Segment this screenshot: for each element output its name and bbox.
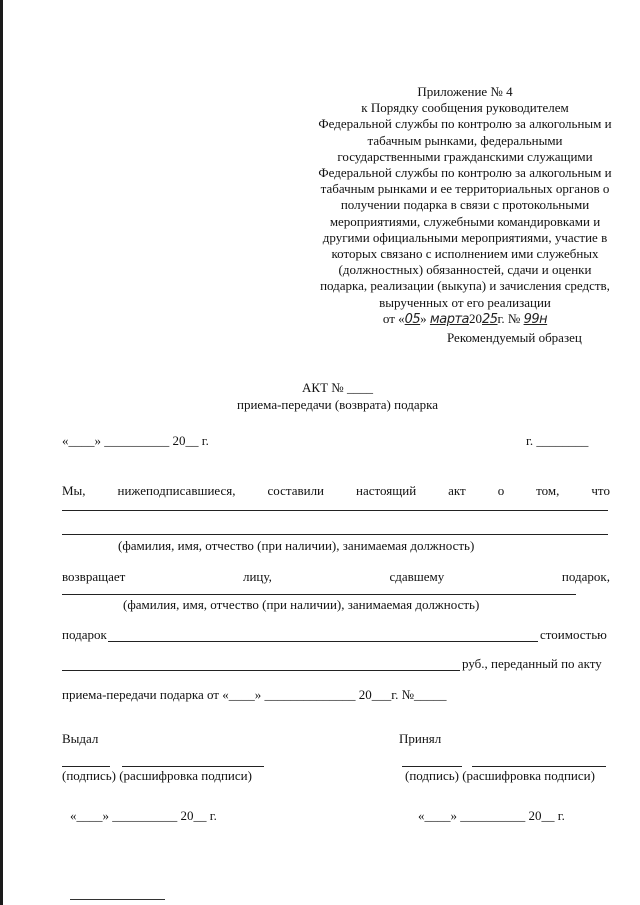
rub-label: руб., переданный по акту: [462, 656, 602, 671]
accepted-signature-caption: (подпись) (расшифровка подписи): [405, 768, 595, 783]
accepted-date: «____» __________ 20__ г.: [418, 808, 565, 823]
appendix-line: к Порядку сообщения руководителем: [361, 100, 569, 116]
appendix-header: [300, 84, 630, 328]
fill-line[interactable]: [62, 594, 576, 595]
act-city: г. ________: [526, 433, 589, 448]
return-word: возвращает: [62, 569, 126, 584]
issued-decode-line[interactable]: [122, 766, 264, 767]
caption-fio-2: (фамилия, имя, отчество (при наличии), занимаемая должность): [123, 597, 480, 612]
handwritten-number: 99н: [523, 311, 548, 327]
gift-fill-line[interactable]: [108, 641, 538, 642]
appendix-line: Федеральной службы по контролю за алкогольным и: [318, 116, 612, 132]
appendix-line: подарка, реализации (выкупа) и зачисления средств,: [320, 278, 610, 294]
appendix-date-line: [300, 311, 630, 328]
date-mid: »: [420, 310, 427, 326]
transfer-line: приема-передачи подарка от «____» ______________ 20___г. №_____: [62, 687, 447, 702]
act-date: «____» __________ 20__ г.: [62, 433, 209, 448]
statement-row: [62, 483, 610, 499]
amount-fill-line[interactable]: [62, 670, 460, 671]
appendix-line: Приложение № 4: [417, 84, 513, 99]
handwritten-year: 25: [482, 311, 498, 327]
act-subtitle: приема-передачи (возврата) подарка: [237, 397, 438, 412]
fill-line[interactable]: [62, 510, 608, 511]
accepted-signature-line[interactable]: [402, 766, 462, 767]
footnote-rule: [70, 899, 165, 900]
return-word: сдавшему: [389, 569, 445, 584]
handwritten-month: марта: [429, 311, 469, 327]
issued-label: Выдал: [62, 731, 99, 746]
scan-edge: [0, 0, 3, 905]
cost-label: стоимостью: [540, 627, 607, 642]
fill-line[interactable]: [62, 534, 608, 535]
return-word: лицу,: [242, 569, 272, 584]
statement-word: о: [497, 483, 505, 498]
date-suffix: г. №: [497, 310, 521, 326]
date-prefix: от «: [382, 310, 405, 326]
statement-word: настоящий: [355, 483, 417, 498]
statement-word: нижеподписавшиеся,: [117, 483, 236, 498]
sample-label: Рекомендуемый образец: [447, 330, 582, 345]
appendix-line: табачным рынками, федеральными: [367, 132, 563, 148]
issued-signature-caption: (подпись) (расшифровка подписи): [62, 768, 252, 783]
accepted-decode-line[interactable]: [472, 766, 606, 767]
statement-word: том,: [536, 483, 560, 498]
appendix-line: получении подарка в связи с протокольными: [340, 197, 590, 213]
statement-word: что: [591, 483, 610, 498]
appendix-line: государственными гражданскими служащими: [337, 148, 593, 164]
accepted-label: Принял: [399, 731, 442, 746]
statement-word: Мы,: [62, 483, 86, 498]
appendix-line: которых связано с исполнением ими служебных: [331, 246, 599, 262]
appendix-line: вырученных от его реализации: [379, 294, 551, 310]
issued-date: «____» __________ 20__ г.: [70, 808, 217, 823]
caption-fio-1: (фамилия, имя, отчество (при наличии), занимаемая должность): [118, 538, 475, 553]
return-row: [62, 569, 610, 585]
appendix-line: (должностных) обязанностей, сдачи и оценки: [338, 262, 592, 278]
return-word: подарок,: [561, 569, 610, 584]
appendix-line: Федеральной службы по контролю за алкогольным и: [318, 165, 612, 181]
issued-signature-line[interactable]: [62, 766, 110, 767]
act-title: АКТ № ____: [302, 380, 373, 395]
handwritten-day: 05: [404, 311, 421, 327]
appendix-line: мероприятиями, служебными командировками и: [329, 213, 601, 229]
date-year-prefix: 20: [469, 310, 482, 326]
appendix-line: другими официальными мероприятиями, участие в: [322, 229, 608, 245]
statement-word: акт: [448, 483, 466, 498]
statement-word: составили: [267, 483, 325, 498]
gift-label: подарок: [62, 627, 107, 642]
appendix-line: табачным рынками и ее территориальных органов о: [320, 181, 610, 197]
